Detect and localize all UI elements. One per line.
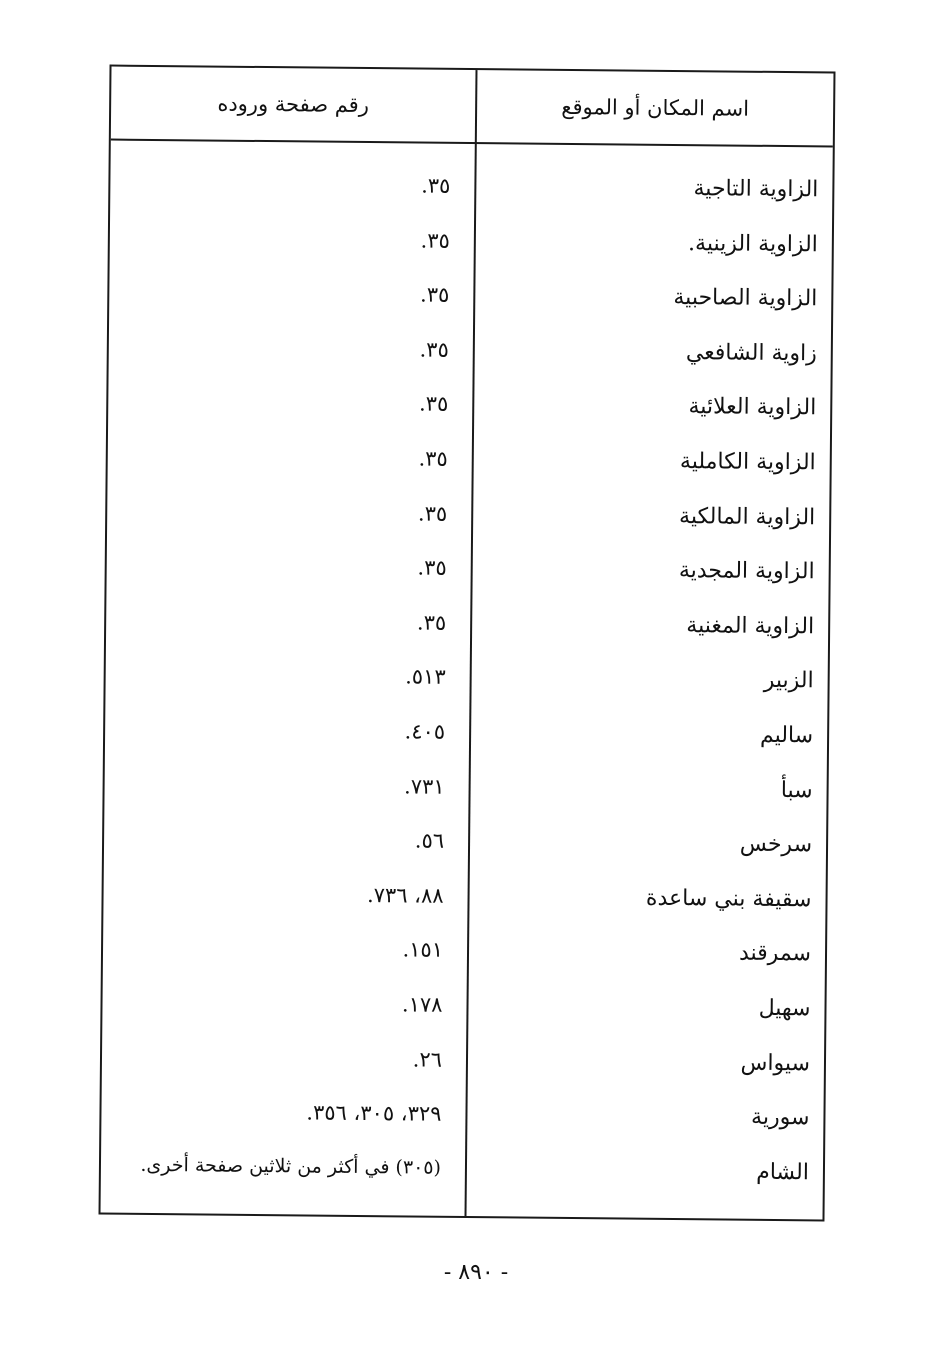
index-table <box>98 65 835 1222</box>
table-row <box>103 880 825 942</box>
table-row <box>104 826 826 888</box>
place-name: سمرقند <box>738 940 812 967</box>
table-row <box>104 771 826 833</box>
page-references: ٣٥. <box>418 391 449 417</box>
place-name: الزاوية التاجية <box>693 176 819 203</box>
place-name: سقيفة بني ساعدة <box>645 885 812 913</box>
place-name: زاوية الشافعي <box>685 339 817 367</box>
place-name: ساليم <box>759 722 814 749</box>
place-name: الزاوية الكاملية <box>679 449 816 476</box>
page-references: ٣٥. <box>421 173 451 198</box>
table-body <box>101 171 833 1215</box>
page-references: ٢٦. <box>412 1046 443 1072</box>
page-references: ٣٥. <box>419 337 449 362</box>
place-name: سورية <box>750 1104 810 1131</box>
place-name: الزاوية الصاحبية <box>673 285 818 312</box>
table-row <box>101 1099 823 1161</box>
table-row <box>103 935 825 997</box>
header-page-number: رقم صفحة وروده <box>217 91 370 118</box>
place-name: الشام <box>756 1159 810 1185</box>
place-name: سهيل <box>758 995 811 1022</box>
table-row <box>110 171 832 233</box>
page-references: ٣٥. <box>420 228 450 253</box>
page-references: (٣٠٥) في أكثر من ثلاثين صفحة أخرى. <box>140 1153 442 1179</box>
page-references: ٧٣١. <box>403 773 445 799</box>
page-references: ٥٦. <box>414 828 445 853</box>
table-row <box>101 1153 823 1215</box>
page-references: ٣٥. <box>418 446 448 471</box>
place-name: الزاوية المجدية <box>678 558 815 585</box>
page-references: ٤٠٥. <box>404 719 446 744</box>
page-references: ٣٢٩، ٣٠٥، ٣٥٦. <box>306 1100 442 1126</box>
place-name: الزاوية الزينية. <box>687 230 818 257</box>
table-row <box>108 334 830 396</box>
place-name: الزاوية المغنية <box>686 612 815 640</box>
place-name: سيواس <box>740 1050 811 1076</box>
page-references: ٣٥. <box>417 501 448 526</box>
page-references: ١٥١. <box>402 937 444 963</box>
table-row <box>102 1044 824 1106</box>
table-row <box>105 716 827 778</box>
table-row <box>102 989 824 1051</box>
page-references: ٨٨، ٧٣٦. <box>366 882 444 908</box>
page-references: ٥١٣. <box>405 664 446 690</box>
table-row <box>106 553 828 615</box>
table-row <box>106 607 828 669</box>
table-row <box>107 444 829 506</box>
page-references: ٣٥. <box>419 282 450 308</box>
place-name: سرخس <box>739 831 813 858</box>
page-references: ٣٥. <box>416 610 447 635</box>
place-name: سبأ <box>780 777 813 803</box>
table-row <box>109 280 831 342</box>
page-number: - ٨٩٠ - <box>443 1260 509 1285</box>
place-name: الزاوية العلائية <box>688 394 817 421</box>
place-name: الزبير <box>763 668 814 694</box>
table-row <box>107 498 829 560</box>
table-row <box>108 389 830 451</box>
page-references: ٣٥. <box>417 555 447 580</box>
place-name: الزاوية المالكية <box>678 503 816 530</box>
table-row <box>109 225 831 287</box>
header-place-name: اسم المكان أو الموقع <box>561 94 750 121</box>
table-row <box>105 662 827 724</box>
page-references: ١٧٨. <box>401 992 443 1017</box>
